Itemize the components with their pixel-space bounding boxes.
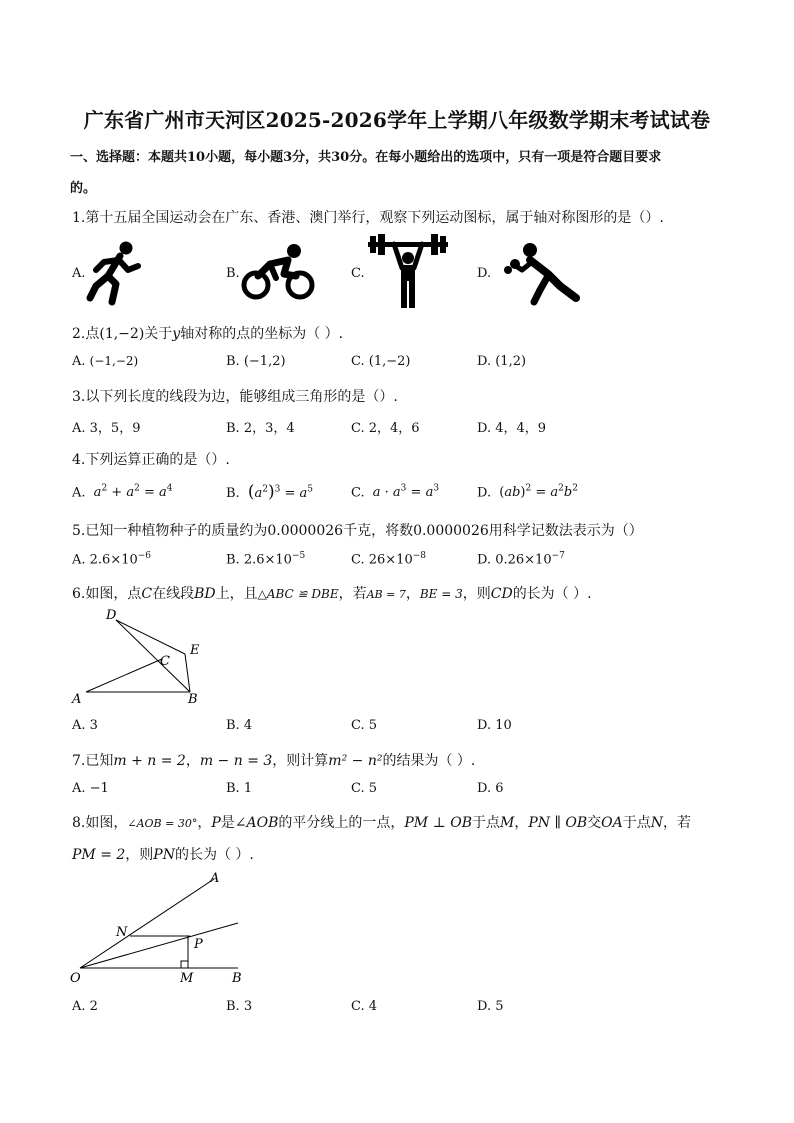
q5-option-d: D. $0.26\times 10^{-7}$ (477, 551, 565, 568)
q4-option-a: A. $a^2 + a^2 = a^4$ (72, 484, 173, 501)
q8-label-a: A (210, 871, 220, 886)
q6-option-d: D. 10 (477, 718, 512, 733)
q8-option-c: C. 4 (351, 999, 378, 1014)
q1-option-d-label: D. (477, 266, 492, 281)
q6-label-d: D (106, 608, 117, 623)
q3-option-b: B. 2，3，4 (226, 421, 295, 436)
table-tennis-player-icon (500, 240, 580, 306)
q8-figure (66, 866, 256, 990)
question-7-stem: 7.已知m + n = 2，m − n = 3，则计算m² − n²的结果为（ ）. (72, 753, 476, 769)
q8-option-a: A. 2 (72, 999, 98, 1014)
q8-option-b: B. 3 (226, 999, 253, 1014)
question-4-stem: 4.下列运算正确的是（）. (72, 452, 230, 468)
q6-label-b: B (188, 692, 198, 707)
question-8-stem-line2: PM = 2，则PN的长为（ ）. (72, 847, 254, 863)
question-5-stem: 5.已知一种植物种子的质量约为0.0000026千克，将数0.0000026用科学记数法表示为（） (72, 523, 643, 539)
q2-option-a: A. (−1,−2) (72, 354, 139, 369)
q6-figure (66, 604, 216, 710)
q8-label-p: P (194, 937, 203, 952)
q1-option-a-label: A. (72, 266, 86, 281)
q5-option-b: B. $2.6\times 10^{-5}$ (226, 551, 306, 568)
question-6-stem: 6.如图，点C在线段BD上，且△ABC ≌ DBE，若AB = 7，BE = 3，则CD的长为（ ）. (72, 586, 592, 602)
q8-label-m: M (180, 971, 194, 986)
q6-label-c: C (160, 654, 170, 669)
running-person-icon (86, 240, 142, 306)
section-header-line2: 的。 (70, 181, 97, 196)
q8-label-b: B (232, 971, 242, 986)
weightlifter-icon (366, 234, 450, 310)
q4-option-b: B. $(a^2)^3 = a^5$ (226, 482, 313, 502)
q6-option-b: B. 4 (226, 718, 253, 733)
q8-option-d: D. 5 (477, 999, 504, 1014)
question-3-stem: 3.以下列长度的线段为边，能够组成三角形的是（）. (72, 389, 398, 405)
section-header-line1: 一、选择题：本题共10小题，每小题3分，共30分。在每小题给出的选项中，只有一项是符合题目要求 (70, 150, 662, 165)
q2-option-d: D. (1,2) (477, 354, 527, 369)
q6-option-c: C. 5 (351, 718, 378, 733)
q6-label-e: E (190, 643, 200, 658)
q1-option-b-label: B. (226, 266, 240, 281)
q7-option-c: C. 5 (351, 781, 378, 796)
q6-label-a: A (72, 692, 82, 707)
page-title: 广东省广州市天河区2025-2026学年上学期八年级数学期末考试试卷 (83, 108, 711, 132)
q8-label-n: N (116, 925, 128, 940)
q5-option-c: C. $26\times 10^{-8}$ (351, 551, 427, 568)
cyclist-icon (240, 242, 316, 300)
q3-option-d: D. 4，4，9 (477, 421, 547, 436)
question-2-stem: 2.点(1,−2)关于y轴对称的点的坐标为（ ）. (72, 326, 344, 342)
q1-option-c-label: C. (351, 266, 365, 281)
q8-label-o: O (70, 971, 81, 986)
q4-option-c: C. $a \cdot a^3 = a^3$ (351, 484, 440, 501)
q6-option-a: A. 3 (72, 718, 98, 733)
question-1-stem: 1.第十五届全国运动会在广东、香港、澳门举行，观察下列运动图标，属于轴对称图形的是（）. (72, 210, 664, 226)
q7-option-b: B. 1 (226, 781, 253, 796)
q3-option-c: C. 2，4，6 (351, 421, 420, 436)
q3-option-a: A. 3，5，9 (72, 421, 141, 436)
q7-option-a: A. −1 (72, 781, 109, 796)
q2-option-c: C. (1,−2) (351, 354, 411, 369)
q4-option-d: D. $(ab)^2 = a^2b^2$ (477, 484, 578, 501)
q7-option-d: D. 6 (477, 781, 504, 796)
q5-option-a: A. $2.6\times 10^{-6}$ (72, 551, 152, 568)
q2-option-b: B. (−1,2) (226, 354, 286, 369)
question-8-stem-line1: 8.如图，∠AOB = 30°，P是∠AOB的平分线上的一点，PM ⊥ OB于点M，PN ∥ OB交OA于点N，若 (72, 815, 691, 831)
